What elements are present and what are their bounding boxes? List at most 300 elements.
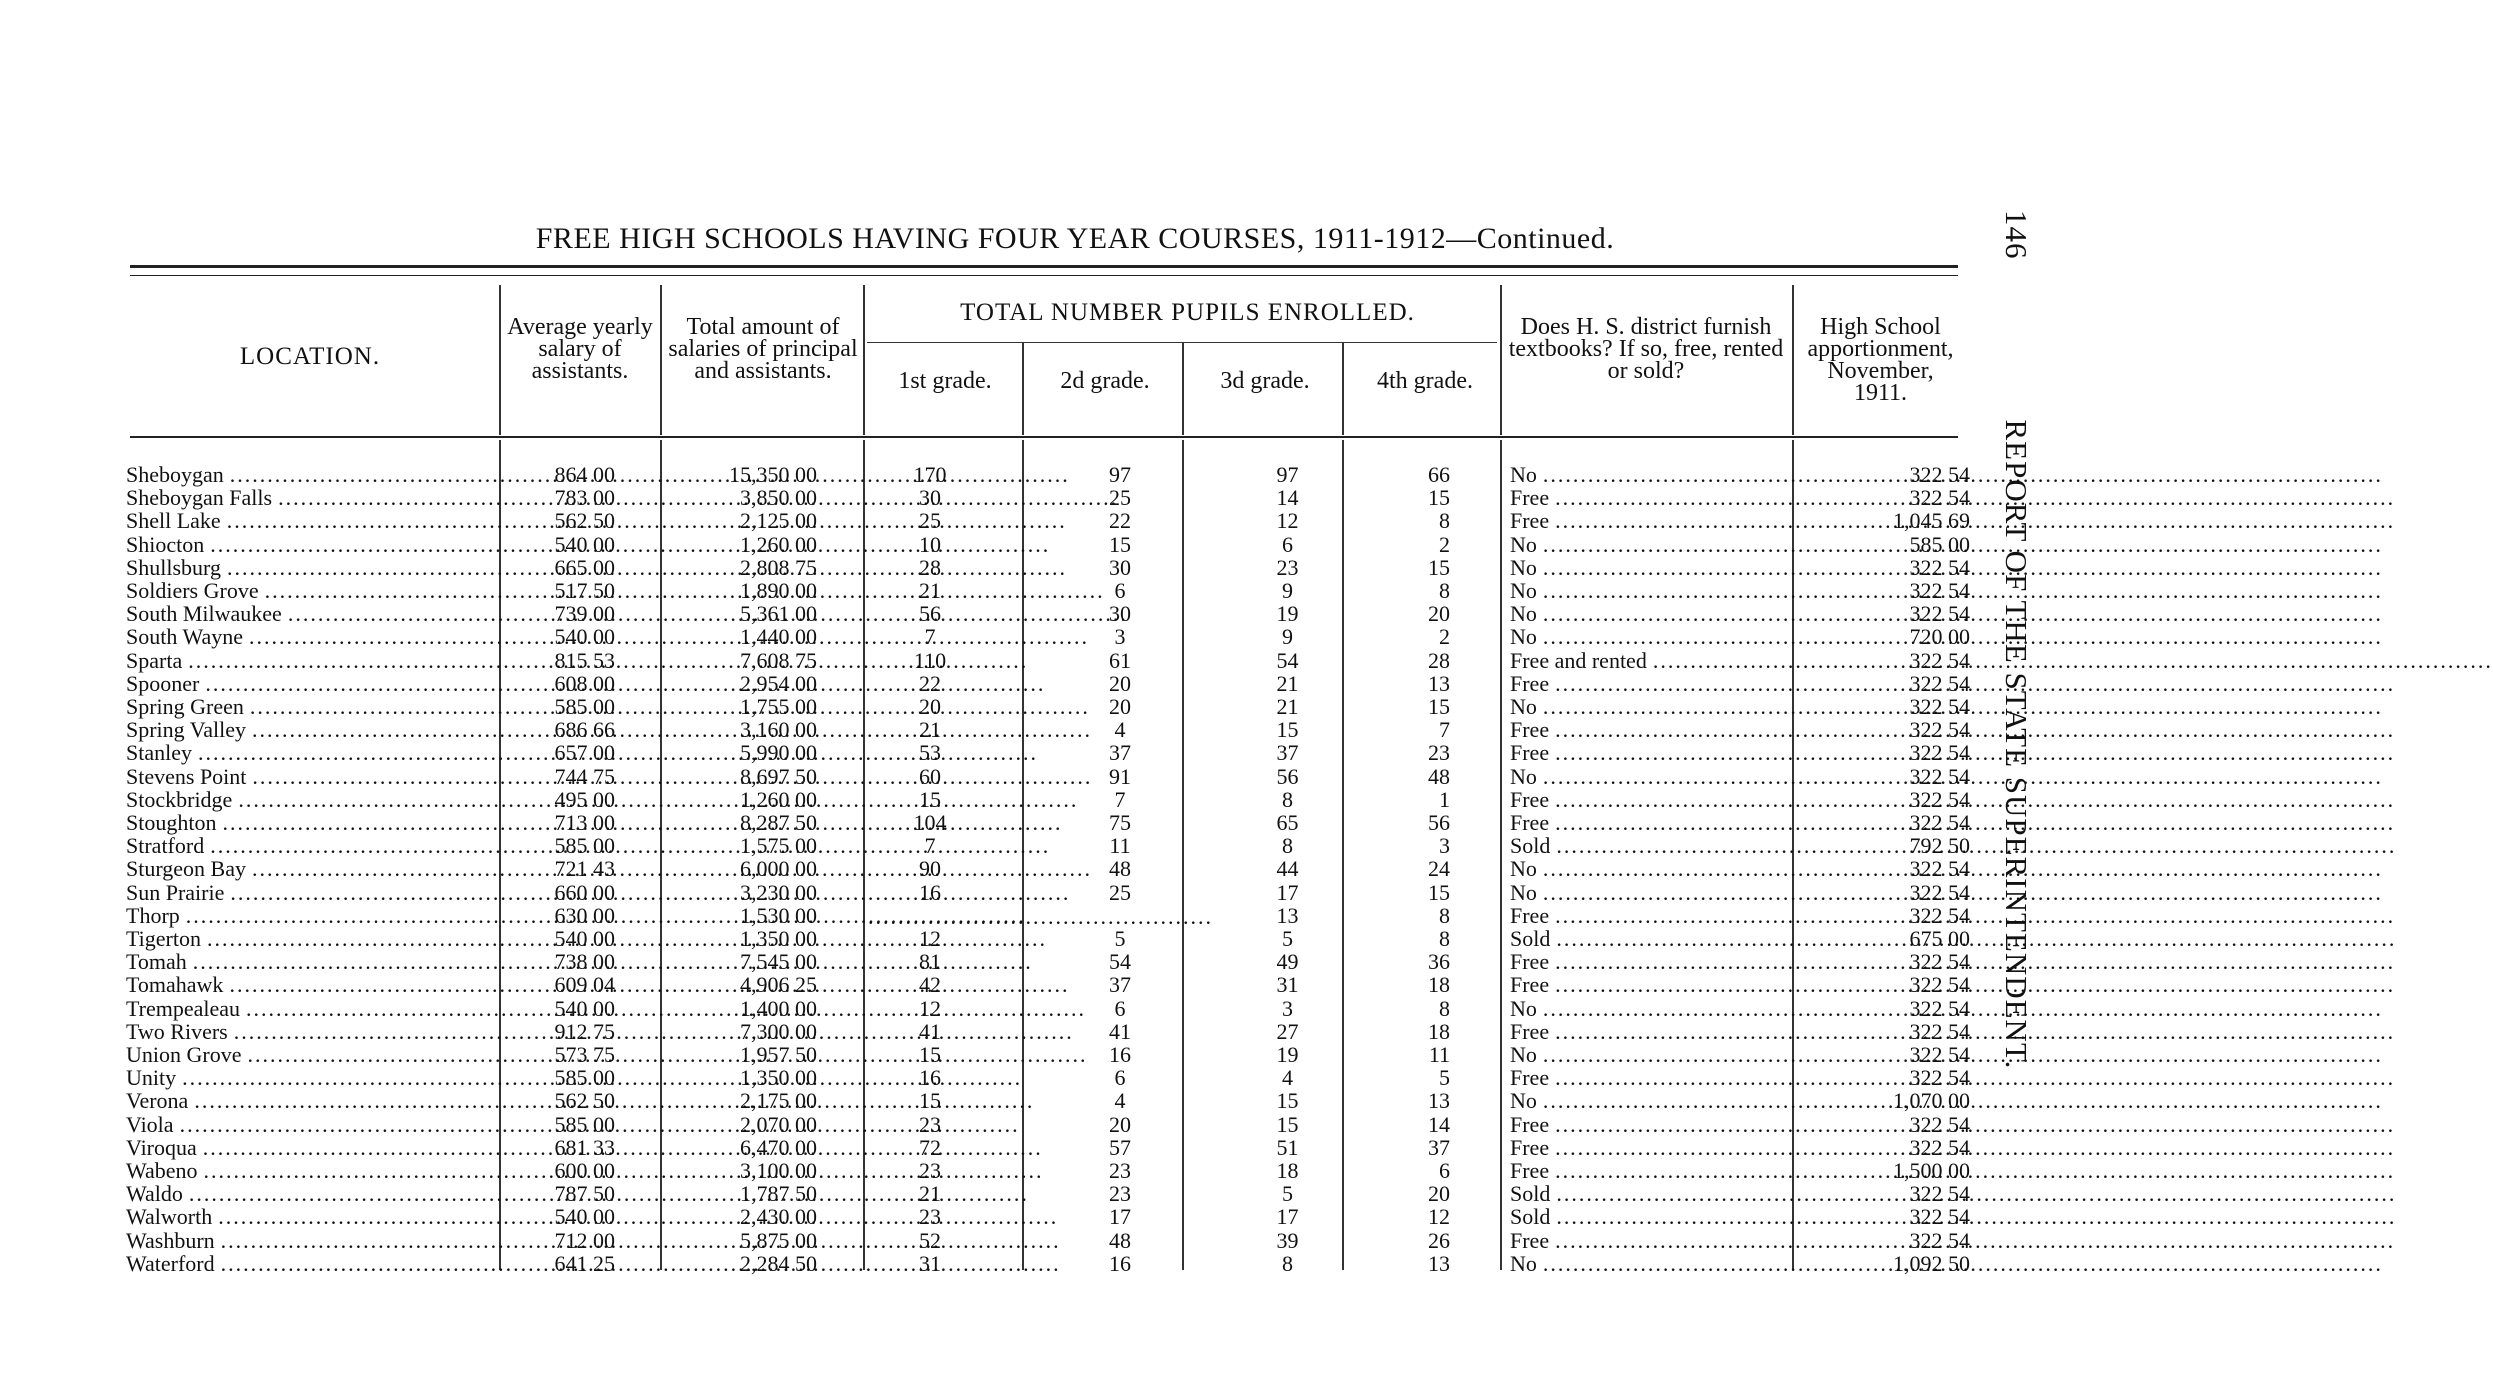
textbooks-cell: Free and rented ..... [1510,649,1785,672]
column-divider [1022,343,1024,435]
column-divider [1342,343,1344,435]
avg-salary-cell: 721 43 [554,856,615,882]
apportionment-cell: 1,500 00 [1893,1158,1970,1183]
location-cell: Sun Prairie ..... [126,881,496,904]
grade4-cell: 14 [1428,1111,1450,1137]
location-cell: Waterford ..... [126,1252,496,1275]
location-cell: Walworth ..... [126,1205,496,1228]
grade4-cell: 1 [1439,786,1450,812]
total-salaries-cell: 2,070 00 [740,1111,817,1137]
textbooks-cell: No ..... [1510,997,1785,1020]
total-salaries-cell: 1,260 00 [740,531,817,557]
grade3-cell: 15 [1276,1111,1299,1137]
avg-salary-cell: 562 50 [554,1088,615,1114]
apportionment-cell: 322 54 [1909,1134,1970,1160]
location-cell: Sparta ..... [126,649,496,672]
textbooks-cell: No ..... [1510,625,1785,648]
table-row [0,579,2184,602]
grade4-cell: 20 [1428,1181,1450,1207]
grade4-cell: 15 [1428,694,1450,719]
location-cell: Spooner ..... [126,672,496,695]
apportionment-cell: 322 54 [1909,856,1970,882]
total-salaries-cell: 1,440 00 [740,624,817,650]
apportionment-cell: 322 54 [1909,462,1970,487]
grade2-cell: 97 [1109,462,1131,487]
header-grade3: 3d grade. [1220,368,1310,394]
grade4-cell: 66 [1428,462,1450,487]
table-row [0,533,2184,556]
textbooks-cell: Free ..... [1510,1113,1785,1136]
avg-salary-cell: 681 33 [554,1134,615,1160]
grade2-cell: 5 [1114,926,1126,951]
apportionment-cell: 322 54 [1909,1204,1970,1230]
grade4-cell: 20 [1428,601,1450,627]
grade1-cell: 30 [919,485,941,511]
location-cell: Unity ..... [126,1066,496,1089]
running-head-text: REPORT OF THE STATE SUPERINTENDENT. [1999,419,2034,1070]
textbooks-cell: No ..... [1510,881,1785,904]
grade2-cell: 6 [1114,1065,1126,1091]
apportionment-cell: 322 54 [1909,1227,1970,1253]
grade1-cell: 10 [919,531,941,557]
apportionment-cell: 322 54 [1909,1065,1970,1091]
grade1-cell: 42 [919,972,941,998]
apportionment-cell: 322 54 [1909,485,1970,511]
textbooks-cell: Free ..... [1510,1159,1785,1182]
header-total-salaries: Total amount of salaries of principal and assistants. [668,314,858,384]
textbooks-cell: Free ..... [1510,718,1785,741]
table-row [0,649,2184,672]
grade2-cell: 20 [1109,1111,1131,1137]
table-row [0,602,2184,625]
textbooks-cell: No ..... [1510,463,1785,486]
grade3-cell: 49 [1276,949,1299,975]
grade3-cell: 8 [1282,833,1293,859]
grade3-cell: 6 [1282,531,1293,557]
apportionment-cell: 720 00 [1909,624,1970,650]
grade4-cell: 15 [1428,554,1450,580]
total-salaries-cell: 3,850 00 [740,485,817,511]
apportionment-cell: 1,045 69 [1893,508,1970,534]
textbooks-cell: No ..... [1510,765,1785,788]
avg-salary-cell: 540 00 [554,531,615,557]
table-row [0,1252,2184,1275]
grade4-cell: 36 [1428,949,1450,975]
top-rule [130,265,1958,268]
location-cell: South Wayne ..... [126,625,496,648]
textbooks-cell: Free ..... [1510,1066,1785,1089]
table-row [0,1089,2184,1112]
textbooks-cell: Free ..... [1510,1229,1785,1252]
textbooks-cell: No ..... [1510,695,1785,718]
grade4-cell: 13 [1428,1250,1450,1276]
grade1-cell: 104 [913,810,947,835]
total-salaries-cell: 1,957 50 [740,1042,817,1067]
header-location: LOCATION. [239,343,381,370]
location-cell: Verona ..... [126,1089,496,1112]
apportionment-cell: 322 54 [1909,717,1970,743]
grade2-cell: 37 [1109,740,1131,766]
grade2-cell: 75 [1109,810,1131,835]
location-cell: Tigerton ..... [126,927,496,950]
grade1-cell: 72 [919,1134,941,1160]
apportionment-cell: 322 54 [1909,879,1970,905]
grade3-cell: 9 [1282,624,1293,650]
table-row [0,625,2184,648]
grade3-cell: 3 [1282,995,1293,1021]
total-salaries-cell: 6,470 00 [740,1134,817,1160]
apportionment-cell: 322 54 [1909,554,1970,580]
location-cell: Union Grove ..... [126,1043,496,1066]
table-row [0,1159,2184,1182]
apportionment-cell: 322 54 [1909,601,1970,627]
grade1-cell: 31 [919,1250,941,1276]
apportionment-cell: 322 54 [1909,1042,1970,1067]
grade4-cell: 8 [1439,995,1450,1021]
grade3-cell: 13 [1276,902,1299,928]
avg-salary-cell: 787 50 [554,1181,615,1207]
header-enrolled-group: TOTAL NUMBER PUPILS ENROLLED. [960,299,1415,326]
table-row [0,834,2184,857]
table-row [0,765,2184,788]
table-row [0,486,2184,509]
table-row [0,695,2184,718]
total-salaries-cell: 8,697 50 [740,763,817,789]
grade2-cell: 7 [1114,786,1126,812]
total-salaries-cell: 2,175 00 [740,1088,817,1114]
avg-salary-cell: 608 00 [554,670,615,696]
column-divider [1792,285,1794,435]
grade3-cell: 15 [1276,1088,1299,1114]
grade2-cell: 20 [1109,670,1131,696]
grade4-cell: 37 [1428,1134,1450,1160]
table-row [0,881,2184,904]
apportionment-cell: 322 54 [1909,763,1970,789]
table-row [0,857,2184,880]
apportionment-cell: 322 54 [1909,670,1970,696]
apportionment-cell: 322 54 [1909,902,1970,928]
grade2-cell: 54 [1109,949,1131,975]
grade3-cell: 15 [1276,717,1299,743]
grade1-cell: 90 [919,856,941,882]
grade2-cell: 48 [1109,1227,1131,1253]
grade3-cell: 5 [1282,1181,1293,1207]
location-cell: Tomah ..... [126,950,496,973]
grade1-cell: 23 [919,1111,941,1137]
avg-salary-cell: 609 04 [554,972,615,998]
location-cell: Sheboygan Falls ..... [126,486,496,509]
avg-salary-cell: 540 00 [554,1204,615,1230]
avg-salary-cell: 665 00 [554,554,615,580]
apportionment-cell: 322 54 [1909,972,1970,998]
enrolled-subrule [867,342,1497,343]
top-rule-thin [130,275,1958,276]
location-cell: Stoughton ..... [126,811,496,834]
textbooks-cell: Sold ..... [1510,1205,1785,1228]
location-cell: Wabeno ..... [126,1159,496,1182]
grade2-cell: 41 [1109,1018,1131,1044]
grade3-cell: 39 [1276,1227,1299,1253]
location-cell: Washburn ..... [126,1229,496,1252]
grade4-cell: 8 [1439,578,1450,603]
textbooks-cell: No ..... [1510,1252,1785,1275]
grade3-cell: 18 [1276,1158,1299,1183]
grade1-cell: 23 [919,1204,941,1230]
total-salaries-cell: 4,906 25 [740,972,817,998]
avg-salary-cell: 815 53 [554,647,615,673]
grade3-cell: 37 [1276,740,1299,766]
avg-salary-cell: 712 00 [554,1227,615,1253]
column-divider [499,285,501,435]
grade2-cell: 37 [1109,972,1131,998]
grade2-cell: 22 [1109,508,1131,534]
table-row [0,997,2184,1020]
grade2-cell: 17 [1109,1204,1131,1230]
table-row [0,556,2184,579]
total-salaries-cell: 5,875 00 [740,1227,817,1253]
location-cell: Stanley ..... [126,741,496,764]
table-row [0,1066,2184,1089]
textbooks-cell: Free ..... [1510,509,1785,532]
grade4-cell: 12 [1428,1204,1450,1230]
grade3-cell: 14 [1276,485,1299,511]
avg-salary-cell: 585 00 [554,1111,615,1137]
grade1-cell: 16 [919,1065,941,1091]
grade2-cell: 61 [1109,647,1131,673]
apportionment-cell: 322 54 [1909,1111,1970,1137]
grade3-cell: 5 [1282,926,1293,951]
table-row [0,741,2184,764]
total-salaries-cell: 5,361 00 [740,601,817,627]
grade3-cell: 8 [1282,1250,1293,1276]
grade4-cell: 18 [1428,1018,1450,1044]
grade4-cell: 6 [1439,1158,1450,1183]
grade4-cell: 15 [1428,879,1450,905]
grade3-cell: 56 [1276,763,1299,789]
grade2-cell: 30 [1109,554,1131,580]
apportionment-cell: 322 54 [1909,810,1970,835]
location-cell: Stockbridge ..... [126,788,496,811]
grade1-cell: 21 [919,578,941,603]
avg-salary-cell: 744 75 [554,763,615,789]
grade4-cell: 15 [1428,485,1450,511]
grade2-cell: 11 [1109,833,1131,859]
grade1-cell: 52 [919,1227,941,1253]
textbooks-cell: No ..... [1510,556,1785,579]
avg-salary-cell: 630 00 [554,902,615,928]
total-salaries-cell: 8,287 50 [740,810,817,835]
apportionment-cell: 322 54 [1909,1181,1970,1207]
grade2-cell: 25 [1109,485,1131,511]
total-salaries-cell: 3,100 00 [740,1158,817,1183]
grade2-cell: 3 [1114,624,1126,650]
location-cell: Trempealeau ..... [126,997,496,1020]
grade2-cell: 16 [1109,1042,1131,1067]
table-row [0,1043,2184,1066]
avg-salary-cell: 540 00 [554,624,615,650]
location-cell: Two Rivers ..... [126,1020,496,1043]
avg-salary-cell: 739 00 [554,601,615,627]
grade2-cell: 30 [1109,601,1131,627]
grade2-cell: 48 [1109,856,1131,882]
total-salaries-cell: 6,000 00 [740,856,817,882]
grade2-cell: 91 [1109,763,1131,789]
apportionment-cell: 322 54 [1909,786,1970,812]
textbooks-cell: Free ..... [1510,788,1785,811]
column-divider [1182,343,1184,435]
total-salaries-cell: 1,755 00 [740,694,817,719]
table-row [0,1229,2184,1252]
avg-salary-cell: 573 75 [554,1042,615,1067]
location-cell: Spring Green ..... [126,695,496,718]
page-number: 146 [1999,210,2034,260]
total-salaries-cell: 2,808 75 [740,554,817,580]
textbooks-cell: Free ..... [1510,672,1785,695]
grade4-cell: 5 [1439,1065,1450,1091]
grade3-cell: 97 [1276,462,1299,487]
total-salaries-cell: 15,350 00 [729,462,817,487]
total-salaries-cell: 2,284 50 [740,1250,817,1276]
total-salaries-cell: 2,954 00 [740,670,817,696]
grade3-cell: 44 [1276,856,1299,882]
grade1-cell: 7 [924,833,936,859]
avg-salary-cell: 540 00 [554,926,615,951]
grade4-cell: 23 [1428,740,1450,766]
grade1-cell: 56 [919,601,941,627]
avg-salary-cell: 585 00 [554,1065,615,1091]
grade1-cell: 110 [913,647,947,673]
grade4-cell: 8 [1439,926,1450,951]
grade4-cell: 7 [1439,717,1450,743]
avg-salary-cell: 562 50 [554,508,615,534]
textbooks-cell: No ..... [1510,1043,1785,1066]
column-divider [660,285,662,435]
table-row [0,1113,2184,1136]
total-salaries-cell: 7,545 00 [740,949,817,975]
avg-salary-cell: 660 00 [554,879,615,905]
grade3-cell: 12 [1276,508,1299,534]
grade4-cell: 2 [1439,624,1450,650]
total-salaries-cell: 1,350 00 [740,1065,817,1091]
table-row [0,718,2184,741]
header-grade1: 1st grade. [898,368,992,394]
grade3-cell: 19 [1276,601,1299,627]
grade4-cell: 48 [1428,763,1450,789]
grade1-cell: 170 [913,462,947,487]
grade4-cell: 13 [1428,670,1450,696]
avg-salary-cell: 783 00 [554,485,615,511]
total-salaries-cell: 5,990 00 [740,740,817,766]
avg-salary-cell: 738 00 [554,949,615,975]
total-salaries-cell: 1,890 00 [740,578,817,603]
grade1-cell: 23 [919,1158,941,1183]
total-salaries-cell: 1,575 00 [740,833,817,859]
textbooks-cell: Free ..... [1510,973,1785,996]
grade4-cell: 18 [1428,972,1450,998]
grade2-cell: 6 [1114,995,1126,1021]
grade2-cell: 23 [1109,1181,1131,1207]
avg-salary-cell: 686 66 [554,717,615,743]
avg-salary-cell: 912 75 [554,1018,615,1044]
grade2-cell: 4 [1114,1088,1126,1114]
grade3-cell: 54 [1276,647,1299,673]
table-row [0,463,2184,486]
location-cell: Shiocton ..... [126,533,496,556]
textbooks-cell: Free ..... [1510,741,1785,764]
grade4-cell: 26 [1428,1227,1450,1253]
table-row [0,927,2184,950]
grade4-cell: 8 [1439,902,1450,928]
location-cell: Spring Valley ..... [126,718,496,741]
column-divider [863,285,865,435]
textbooks-cell: Free ..... [1510,950,1785,973]
total-salaries-cell: 1,350 00 [740,926,817,951]
grade3-cell: 9 [1282,578,1293,603]
textbooks-cell: No ..... [1510,533,1785,556]
location-cell: Viola ..... [126,1113,496,1136]
textbooks-cell: No ..... [1510,602,1785,625]
header-avg-salary: Average yearly salary of assistants. [507,314,653,384]
total-salaries-cell: 7,300 00 [740,1018,817,1044]
avg-salary-cell: 641 25 [554,1250,615,1276]
location-cell: Shell Lake ..... [126,509,496,532]
grade2-cell: 15 [1109,531,1131,557]
location-cell: Viroqua ..... [126,1136,496,1159]
total-salaries-cell: 1,787 50 [740,1181,817,1207]
textbooks-cell: Sold ..... [1510,927,1785,950]
location-cell: Tomahawk ..... [126,973,496,996]
location-cell: South Milwaukee ..... [126,602,496,625]
grade2-cell: 16 [1109,1250,1131,1276]
textbooks-cell: Free ..... [1510,904,1785,927]
grade3-cell: 17 [1276,1204,1299,1230]
avg-salary-cell: 657 00 [554,740,615,766]
apportionment-cell: 675 00 [1909,926,1970,951]
grade3-cell: 27 [1276,1018,1299,1044]
total-salaries-cell: 1,530 00 [740,902,817,928]
total-salaries-cell: 3,230 00 [740,879,817,905]
avg-salary-cell: 540 00 [554,995,615,1021]
grade1-cell: 7 [924,624,936,650]
location-cell: Sheboygan ..... [126,463,496,486]
table-row [0,1182,2184,1205]
grade3-cell: 31 [1276,972,1299,998]
location-cell: Soldiers Grove ..... [126,579,496,602]
apportionment-cell: 792 50 [1909,833,1970,859]
grade4-cell: 8 [1439,508,1450,534]
grade1-cell: 15 [919,1088,941,1114]
dotted-leader: .............................................. [868,903,1213,929]
grade4-cell: 28 [1428,647,1450,673]
grade1-cell: 16 [919,879,941,905]
grade1-cell: 12 [919,995,941,1021]
grade3-cell: 23 [1276,554,1299,580]
textbooks-cell: Free ..... [1510,1136,1785,1159]
column-divider [1500,285,1502,435]
grade3-cell: 4 [1282,1065,1293,1091]
textbooks-cell: No ..... [1510,857,1785,880]
grade2-cell: 4 [1114,717,1126,743]
table-row [0,788,2184,811]
avg-salary-cell: 495 00 [554,786,615,812]
table-row [0,1205,2184,1228]
apportionment-cell: 322 54 [1909,578,1970,603]
header-bottom-rule [130,436,1958,438]
grade1-cell: 81 [919,949,941,975]
apportionment-cell: 322 54 [1909,949,1970,975]
textbooks-cell: Free ..... [1510,486,1785,509]
total-salaries-cell: 3,160 00 [740,717,817,743]
